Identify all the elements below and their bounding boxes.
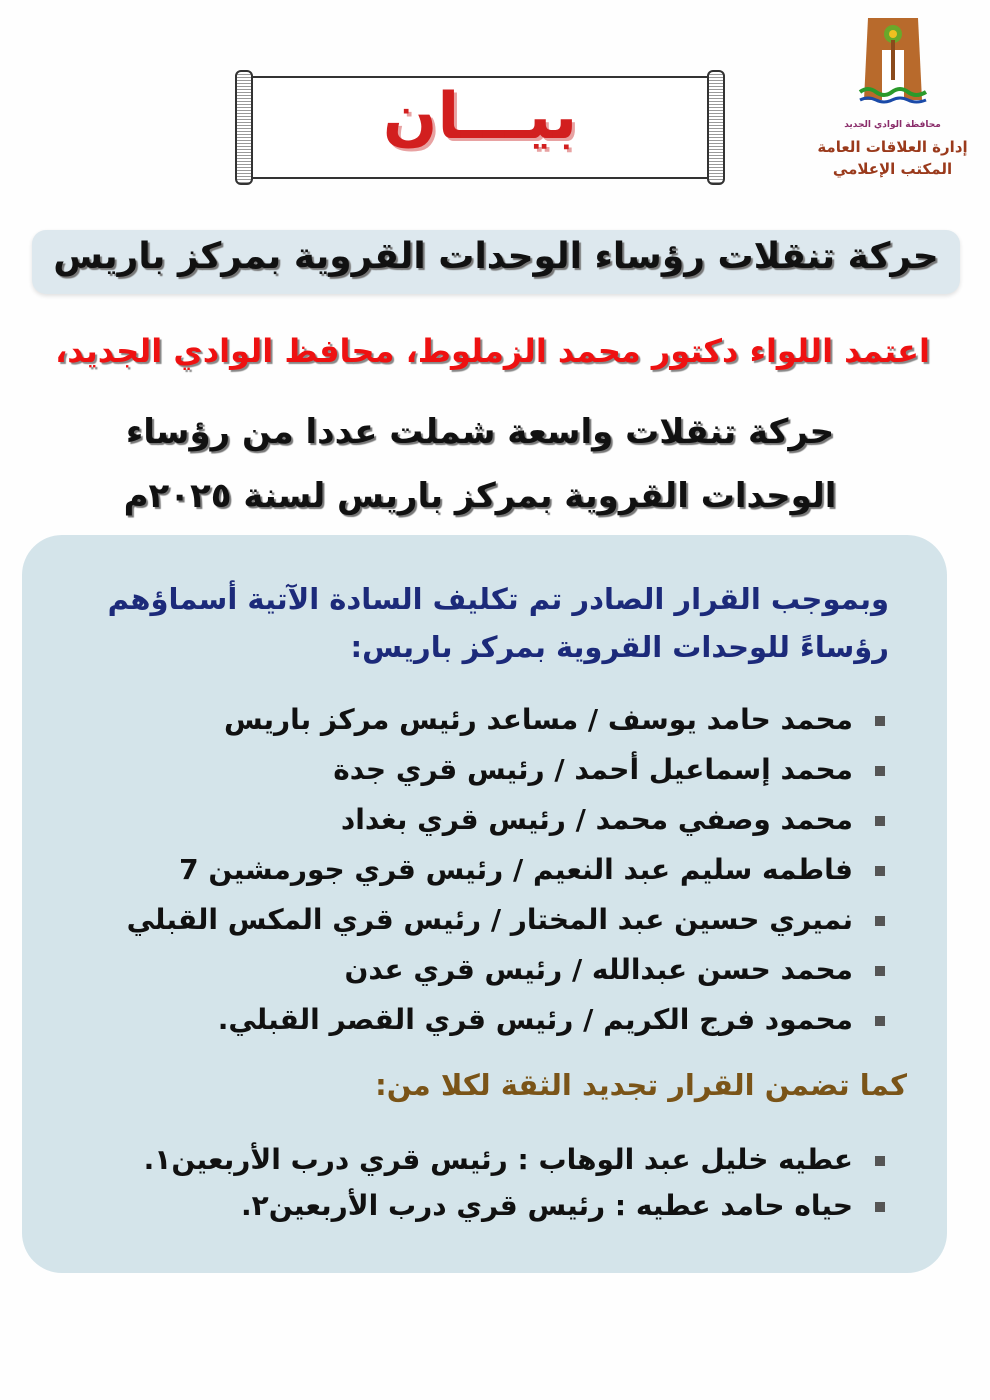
bullet-square-icon [875, 916, 885, 926]
summary-paragraph: حركة تنقلات واسعة شملت عددا من رؤساء الوحدات القروية بمركز باريس لسنة ٢٠٢٥م [123, 412, 837, 516]
headline: حركة تنقلات رؤساء الوحدات القروية بمركز باريس [53, 236, 939, 277]
bullet-square-icon [875, 966, 885, 976]
list-item: حياه حامد عطيه : رئيس قري درب الأربعين٢. [65, 1183, 885, 1229]
bullet-square-icon [875, 1156, 885, 1166]
office-logo [810, 10, 975, 190]
logo-line-2: المكتب الإعلامي [832, 160, 953, 178]
renewal-heading: كما تضمن القرار تجديد الثقة لكلا من: [375, 1068, 907, 1102]
bullet-square-icon [875, 716, 885, 726]
logo-governorate-label: محافظة الوادي الجديد [844, 120, 941, 130]
headline-box [32, 230, 960, 294]
decision-intro: وبموجب القرار الصادر تم تكليف السادة الآتية أسماؤهم رؤساءً للوحدات القروية بمركز باريس: [107, 582, 889, 664]
renewals-list [65, 1137, 885, 1229]
assignments-list [65, 695, 885, 1045]
bullet-square-icon [875, 1202, 885, 1212]
approval-line: اعتمد اللواء دكتور محمد الزملوط، محافظ الوادي الجديد، [55, 332, 930, 370]
bullet-square-icon [875, 766, 885, 776]
bullet-square-icon [875, 866, 885, 876]
decision-panel [22, 535, 947, 1273]
logo-line-1: إدارة العلاقات العامة [817, 138, 968, 156]
list-item: محمد حسن عبدالله / رئيس قري عدن [65, 945, 885, 995]
list-item: نميري حسين عبد المختار / رئيس قري المكس القبلي [65, 895, 885, 945]
bullet-square-icon [875, 816, 885, 826]
governorate-emblem-icon [858, 10, 928, 110]
list-item: محمود فرج الكريم / رئيس قري القصر القبلي. [65, 995, 885, 1045]
list-item: محمد وصفي محمد / رئيس قري بغداد [65, 795, 885, 845]
list-item: محمد حامد يوسف / مساعد رئيس مركز باريس [65, 695, 885, 745]
title-banner [235, 70, 725, 185]
list-item: عطيه خليل عبد الوهاب : رئيس قري درب الأربعين١. [65, 1137, 885, 1183]
bullet-square-icon [875, 1016, 885, 1026]
list-item: محمد إسماعيل أحمد / رئيس قري جدة [65, 745, 885, 795]
page-title: بيـــان [382, 80, 578, 154]
list-item: فاطمه سليم عبد النعيم / رئيس قري جورمشين 7 [65, 845, 885, 895]
